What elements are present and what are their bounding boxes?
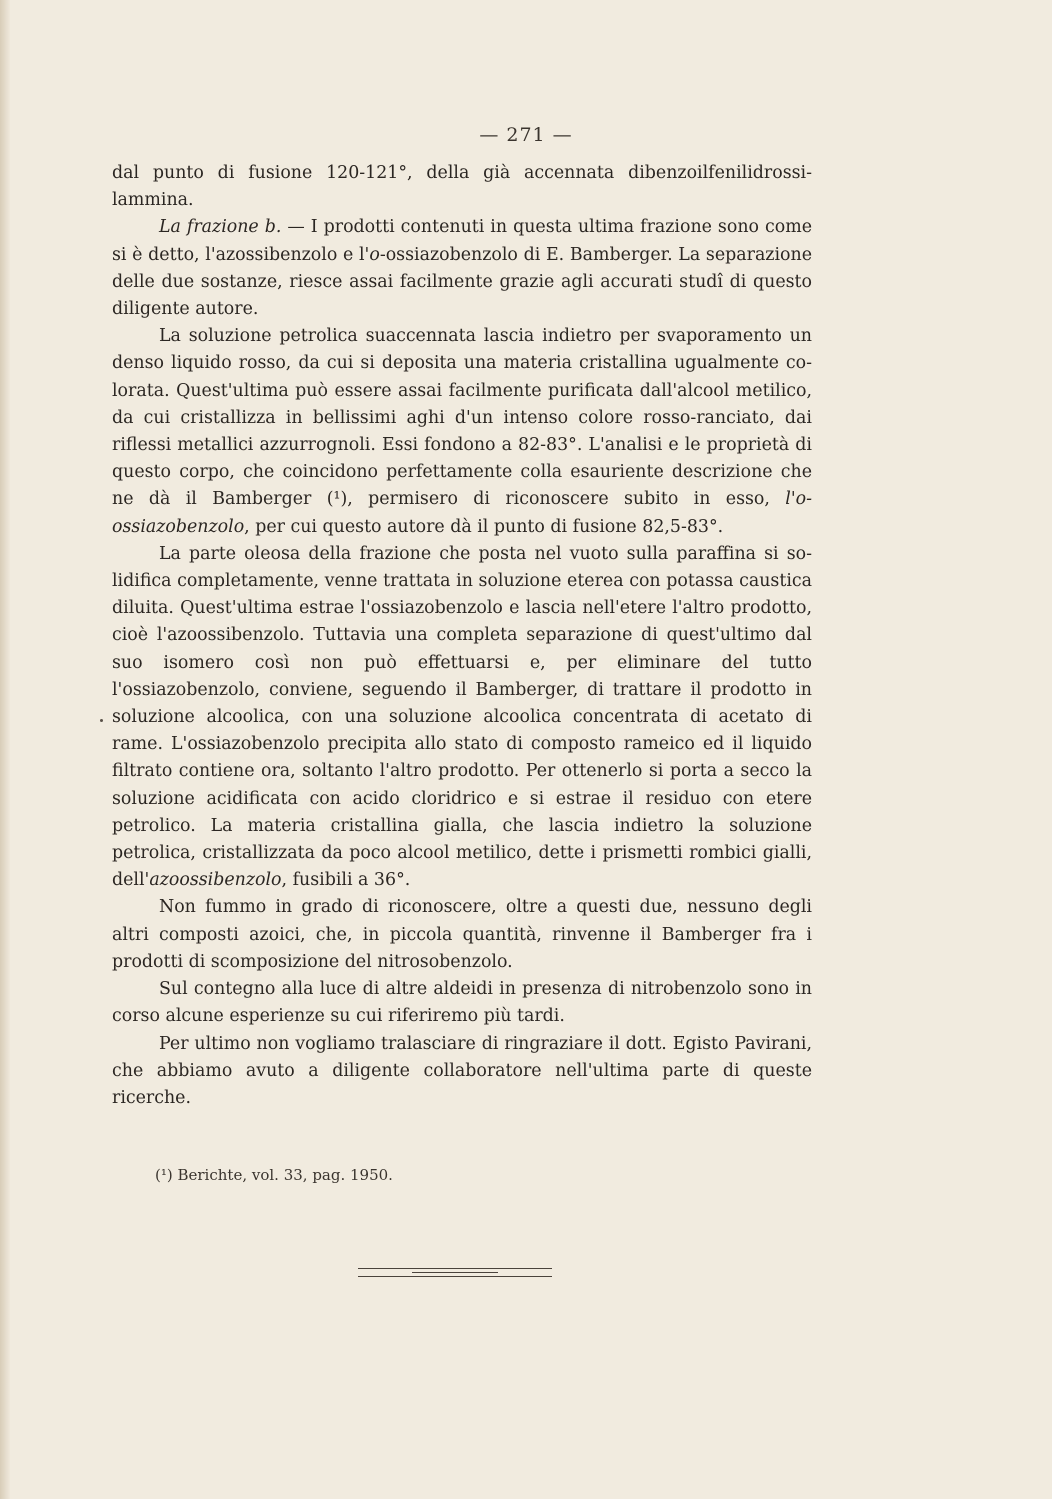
compound-name-italic: l'o-ossiazobenzolo	[112, 489, 812, 537]
end-rule-bottom	[358, 1276, 552, 1277]
paragraph-6: Sul contegno alla luce di altre aldeidi in presenza di nitrobenzolo sono in corso alcune esperienze su cui riferiremo più tardi.	[112, 979, 812, 1027]
paragraph-4-text-a: La parte oleosa della frazione che posta nel vuoto sulla paraffina si solidifica completamente, venne trattata in soluzione eterea con potassa caustica diluita. Quest'ultima estrae l'ossiazobenzolo e lascia nell'etere l'altro prodotto, cioè l'azoossibenzolo. Tuttavia una completa separazione di quest'ultimo dal suo isomero così non può effettuarsi e, per eliminare del tutto l'ossiazobenzolo, conviene, seguendo il Bamberger, di trattare il prodotto in soluzione alcoolica, con una soluzione alcoolica concentrata di acetato di rame. L'ossiazobenzolo precipita allo stato di composto rameico ed il liquido filtrato contiene ora, soltanto l'altro prodotto. Per ottenerlo si porta a secco la soluzione acidificata con acido cloridrico e si estrae il residuo con etere petrolico. La materia cristallina gialla, che lascia indietro la soluzione petrolica, cristallizzata da poco alcool metilico, dette i prismetti rombici gialli, dell'	[112, 543, 812, 891]
paragraph-2-text-a: — I prodotti contenuti in questa ultima frazione sono come si è detto, l'azossibenzolo e l'	[112, 217, 812, 265]
paragraph-3	[112, 323, 812, 541]
page-number: — 271 —	[479, 124, 573, 146]
paragraph-3-text-a: La soluzione petrolica suaccennata lascia indietro per svaporamento un denso liquido rosso, da cui si deposita una materia cristallina ugualmente colorata. Quest'ultima può essere assai facilmente purificata dall'alcool metilico, da cui cristallizza in bellissimi aghi d'un intenso colore rosso-ranciato, dai riflessi metallici azzurrognoli. Essi fondono a 82-83°. L'analisi e le proprietà di questo corpo, che coincidono perfettamente colla esauriente descrizione che ne dà il Bamberger (¹), permisero di riconoscere subito in esso,	[112, 326, 812, 510]
paragraph-2	[112, 214, 812, 323]
compound-name-italic: azoossibenzolo	[149, 870, 282, 891]
page-edge	[0, 0, 10, 1499]
footnote-text: Berichte, vol. 33, pag. 1950.	[172, 1166, 393, 1184]
footnote	[155, 1166, 393, 1184]
paragraph-5: Non fummo in grado di riconoscere, oltre a questi due, nessuno degli altri composti azoici, che, in piccola quantità, rinvenne il Bamberger fra i prodotti di scomposizione del nitrosobenzolo.	[112, 897, 812, 972]
end-rule-middle	[412, 1272, 498, 1273]
paragraph-4	[112, 541, 812, 895]
ortho-prefix: o	[369, 244, 380, 265]
paragraph-4-text-b: , fusibili a 36°.	[281, 870, 411, 891]
footnote-marker: (¹)	[155, 1166, 173, 1184]
paragraph-7: Per ultimo non vogliamo tralasciare di ringraziare il dott. Egisto Pavirani, che abbiamo avuto a diligente collaboratore nell'ultima parte di queste ricerche.	[112, 1033, 812, 1108]
paragraph-1: dal punto di fusione 120-121°, della già accennata dibenzoilfenilidrossilammina.	[112, 163, 812, 211]
paragraph-3-text-b: , per cui questo autore dà il punto di fusione 82,5-83°.	[244, 516, 724, 537]
ink-speck	[100, 719, 103, 722]
paragraph-2-text-b: -ossiazobenzolo di E. Bamberger. La separazione delle due sostanze, riesce assai facilmente grazie agli accurati studî di questo diligente autore.	[112, 244, 812, 320]
end-rule-top	[358, 1268, 552, 1269]
body-text	[112, 160, 812, 1112]
section-label: La frazione b.	[159, 217, 282, 238]
